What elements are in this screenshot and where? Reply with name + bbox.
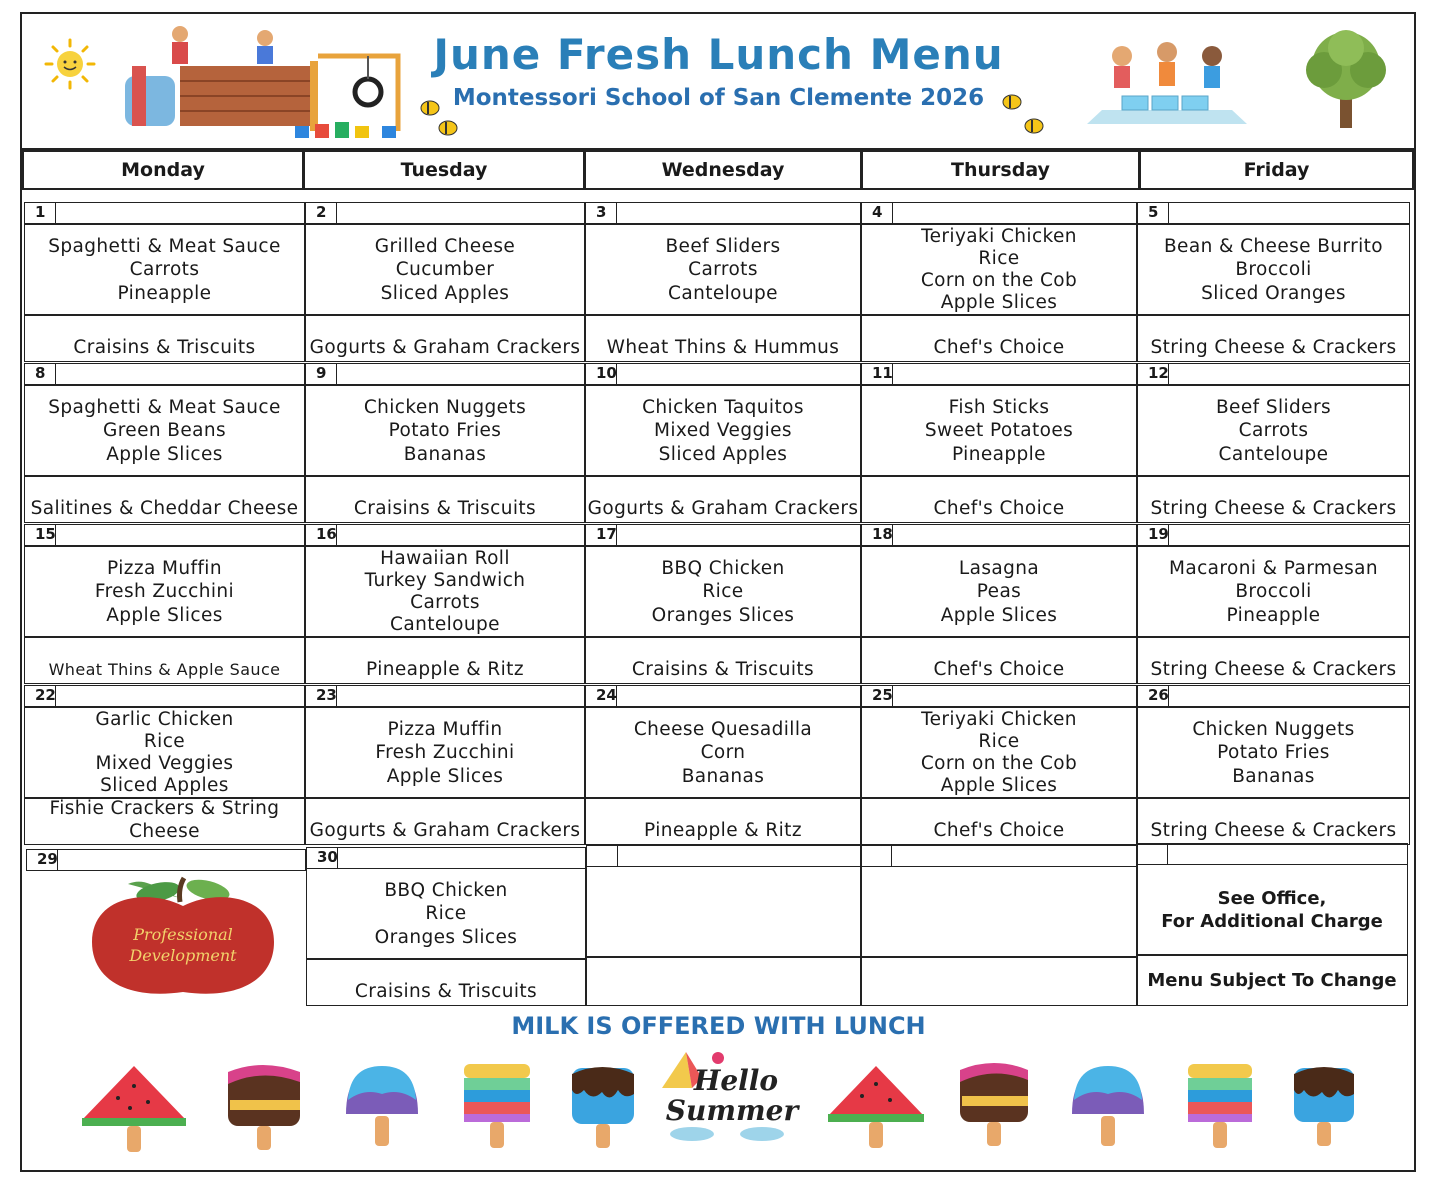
bee-icon	[416, 96, 462, 138]
snack-cell-tuesday	[305, 314, 585, 362]
day-header-thursday: Thursday	[861, 150, 1140, 190]
summer-text: Summer	[665, 1094, 799, 1127]
lunch-cell-monday	[24, 707, 305, 799]
office-note-line: For Additional Charge	[1161, 911, 1383, 932]
date-number: 1	[35, 203, 56, 223]
date-number: 25	[872, 686, 893, 704]
lunch-item: Hawaiian Roll	[380, 548, 510, 569]
date-cell	[585, 524, 861, 546]
lunch-item: Cheese Quesadilla	[633, 718, 813, 740]
lunch-item: Rice	[702, 581, 744, 603]
date-number: 12	[1148, 364, 1169, 382]
snack-text: Gogurts & Graham Crackers	[309, 820, 581, 841]
lunch-item: Canteloupe	[1218, 443, 1329, 465]
day-header-wednesday: Wednesday	[584, 150, 862, 190]
lunch-cell-tuesday	[305, 385, 585, 477]
date-number: 5	[1148, 203, 1169, 223]
snack-text: Pineapple & Ritz	[366, 659, 524, 680]
lunch-cell-monday	[24, 385, 305, 477]
snack-cell-friday	[1137, 636, 1410, 684]
milk-note: MILK IS OFFERED WITH LUNCH	[511, 1012, 926, 1040]
lunch-item: Pineapple	[952, 443, 1046, 465]
date-cell	[861, 202, 1137, 224]
badge-line-1: Professional	[133, 925, 233, 944]
lunch-cell-wednesday	[585, 546, 861, 638]
choco-dipped-popsicle-icon	[566, 1060, 640, 1156]
date-cell	[585, 685, 861, 707]
office-note-line: See Office,	[1217, 888, 1327, 909]
lunch-item: Carrots	[129, 259, 200, 281]
lunch-item: Peas	[976, 581, 1022, 603]
lunch-item: Sweet Potatoes	[924, 420, 1074, 442]
lunch-item: Sliced Apples	[100, 775, 229, 796]
date-cell	[861, 524, 1137, 546]
date-number: 26	[1148, 686, 1169, 704]
snack-cell-wednesday	[585, 314, 861, 362]
sun-icon	[42, 36, 98, 92]
menu-subtitle: Montessori School of San Clemente 2026	[452, 85, 985, 111]
blue-purple-popsicle-icon	[1066, 1060, 1150, 1154]
lunch-item: Garlic Chicken	[95, 709, 234, 730]
snack-text: Salitines & Cheddar Cheese	[30, 498, 299, 519]
lunch-item: Chicken Nuggets	[363, 396, 527, 418]
date-cell	[24, 524, 305, 546]
snack-text: Fishie Crackers & String Cheese	[49, 798, 280, 842]
date-cell	[305, 524, 585, 546]
date-cell	[306, 847, 586, 869]
date-number: 11	[872, 364, 893, 382]
lunch-item: Sliced Apples	[380, 282, 510, 304]
date-number: 3	[596, 203, 617, 223]
lunch-cell-tuesday	[305, 707, 585, 799]
snack-cell-wednesday	[585, 475, 861, 523]
date-cell-empty	[1136, 843, 1408, 865]
lunch-item: Canteloupe	[390, 614, 500, 635]
date-cell	[305, 363, 585, 385]
lunch-item: Teriyaki Chicken	[921, 709, 1077, 730]
lunch-cell-thursday	[861, 707, 1137, 799]
snack-text: String Cheese & Crackers	[1150, 659, 1397, 680]
snack-text: Chef's Choice	[933, 337, 1065, 358]
lunch-item: Apple Slices	[940, 292, 1058, 313]
office-note	[1136, 864, 1408, 956]
lunch-item: Rice	[978, 731, 1020, 752]
lunch-cell-thursday	[861, 385, 1137, 477]
lunch-item: Apple Slices	[386, 765, 504, 787]
date-number: 22	[35, 686, 56, 704]
lunch-cell	[306, 868, 586, 960]
day-header-tuesday: Tuesday	[303, 150, 585, 190]
date-cell	[861, 363, 1137, 385]
hello-text: Hello	[693, 1064, 779, 1097]
snack-text: String Cheese & Crackers	[1150, 820, 1397, 841]
lunch-item: Oranges Slices	[374, 926, 518, 948]
lunch-item: Pizza Muffin	[387, 718, 503, 740]
lunch-item: Rice	[143, 731, 186, 752]
date-cell	[305, 685, 585, 707]
date-number: 18	[872, 525, 893, 543]
snack-cell-monday	[24, 636, 305, 684]
lunch-item: Apple Slices	[106, 604, 223, 626]
lunch-cell-wednesday	[585, 707, 861, 799]
snack-cell-friday	[1137, 797, 1410, 845]
date-number: 8	[35, 364, 56, 384]
lunch-cell-tuesday	[305, 546, 585, 638]
lunch-item: Chicken Nuggets	[1192, 718, 1355, 740]
snack-cell-thursday	[861, 475, 1137, 523]
snack-text: Craisins & Triscuits	[354, 981, 538, 1002]
lunch-item: Bananas	[403, 443, 487, 465]
snack-cell-tuesday	[305, 797, 585, 845]
date-number: 24	[596, 686, 617, 704]
lunch-item: Fish Sticks	[948, 396, 1050, 418]
lunch-cell-thursday	[861, 224, 1137, 316]
lunch-item: Oranges Slices	[651, 604, 795, 626]
lunch-item: Rice	[425, 903, 467, 925]
lunch-item: Canteloupe	[668, 282, 778, 304]
snack-cell-friday	[1137, 475, 1410, 523]
watermelon-popsicle-icon	[824, 1062, 930, 1156]
date-cell	[26, 849, 306, 871]
snack-text: Chef's Choice	[933, 498, 1065, 519]
date-number: 30	[317, 848, 338, 866]
lunch-item: Sliced Oranges	[1201, 282, 1346, 304]
tree-icon	[1294, 26, 1398, 134]
lunch-item: Fresh Zucchini	[94, 581, 235, 603]
lunch-cell-monday	[24, 546, 305, 638]
snack-cell-thursday	[861, 797, 1137, 845]
date-cell	[585, 363, 861, 385]
date-cell	[24, 363, 305, 385]
apple-badge	[88, 876, 278, 1000]
lunch-item: Pineapple	[1226, 604, 1321, 626]
day-header-monday: Monday	[22, 150, 304, 190]
snack-text: Craisins & Triscuits	[353, 498, 537, 519]
lunch-item: Chicken Taquitos	[642, 396, 804, 418]
snack-cell-tuesday	[305, 636, 585, 684]
lunch-cell-friday	[1137, 707, 1410, 799]
empty-cell	[586, 956, 862, 1006]
lunch-item: Carrots	[1238, 420, 1309, 442]
lunch-item: Sliced Apples	[658, 443, 788, 465]
lunch-cell-tuesday	[305, 224, 585, 316]
snack-cell-monday	[24, 797, 305, 845]
lunch-item: Corn on the Cob	[920, 270, 1078, 291]
lunch-item: Grilled Cheese	[374, 235, 516, 257]
lunch-item: Bananas	[1232, 765, 1315, 787]
lunch-item: Green Beans	[102, 420, 227, 442]
snack-text: Pineapple & Ritz	[644, 820, 802, 841]
lunch-item: Bananas	[681, 765, 765, 787]
choco-dipped-popsicle-icon	[1288, 1060, 1360, 1154]
watermelon-popsicle-icon	[78, 1062, 190, 1158]
snack-text: Chef's Choice	[933, 820, 1065, 841]
lunch-item: Bean & Cheese Burrito	[1163, 235, 1384, 257]
lunch-cell-friday	[1137, 546, 1410, 638]
lunch-item: Mixed Veggies	[654, 420, 792, 442]
snack-cell-wednesday	[585, 636, 861, 684]
snack-text: Craisins & Triscuits	[73, 337, 256, 358]
lunch-item: Apple Slices	[940, 604, 1058, 626]
menu-title: June Fresh Lunch Menu	[433, 30, 1004, 79]
lunch-item: BBQ Chicken	[661, 557, 785, 579]
lunch-item: Turkey Sandwich	[364, 570, 526, 591]
lunch-item: Potato Fries	[1217, 742, 1330, 764]
snack-cell-monday	[24, 314, 305, 362]
date-number: 9	[316, 364, 337, 384]
snack-text: Wheat Thins & Apple Sauce	[48, 660, 281, 679]
empty-cell	[860, 866, 1138, 958]
rainbow-popsicle-icon	[1184, 1060, 1256, 1154]
date-cell	[585, 202, 861, 224]
lunch-item: Lasagna	[958, 557, 1040, 579]
date-number: 23	[316, 686, 337, 704]
chocolate-popsicle-icon	[222, 1064, 306, 1156]
lunch-cell-friday	[1137, 224, 1410, 316]
date-cell	[1137, 524, 1410, 546]
lunch-cell-wednesday	[585, 385, 861, 477]
date-cell	[1137, 685, 1410, 707]
bee-icon	[998, 92, 1050, 138]
date-cell	[861, 685, 1137, 707]
date-number: 15	[35, 525, 56, 543]
snack-cell-thursday	[861, 314, 1137, 362]
lunch-item: Broccoli	[1235, 259, 1312, 281]
date-cell	[305, 202, 585, 224]
snack-cell	[306, 958, 586, 1006]
snack-cell-thursday	[861, 636, 1137, 684]
lunch-item: Mixed Veggies	[95, 753, 234, 774]
lunch-item: Pineapple	[117, 282, 212, 304]
badge-line-2: Development	[129, 946, 237, 965]
date-number: 4	[872, 203, 893, 223]
snack-cell-tuesday	[305, 475, 585, 523]
playground-icon	[120, 26, 410, 140]
lunch-item: Teriyaki Chicken	[921, 226, 1077, 247]
hello-summer-badge	[652, 1048, 804, 1146]
date-number: 10	[596, 364, 617, 382]
lunch-cell-monday	[24, 224, 305, 316]
lunch-cell-wednesday	[585, 224, 861, 316]
lunch-item: Carrots	[688, 259, 758, 281]
lunch-item: Apple Slices	[106, 443, 223, 465]
lunch-item: Fresh Zucchini	[375, 742, 515, 764]
kids-hopscotch-icon	[1082, 40, 1252, 124]
lunch-item: Carrots	[410, 592, 480, 613]
empty-cell	[586, 866, 862, 958]
lunch-item: Beef Sliders	[665, 235, 781, 257]
day-header-friday: Friday	[1139, 150, 1414, 190]
snack-text: Gogurts & Graham Crackers	[309, 337, 581, 358]
date-cell-empty	[860, 845, 1138, 867]
date-number: 16	[316, 525, 337, 543]
snack-cell-wednesday	[585, 797, 861, 845]
snack-cell-monday	[24, 475, 305, 523]
lunch-cell-friday	[1137, 385, 1410, 477]
lunch-item: Apple Slices	[940, 775, 1058, 796]
chocolate-popsicle-icon	[954, 1062, 1034, 1152]
date-number: 17	[596, 525, 617, 543]
lunch-item: Cucumber	[395, 259, 495, 281]
lunch-item: Potato Fries	[388, 420, 502, 442]
date-cell	[24, 202, 305, 224]
lunch-item: Macaroni & Parmesan	[1168, 557, 1379, 579]
snack-text: String Cheese & Crackers	[1150, 337, 1397, 358]
date-number: 29	[37, 850, 58, 868]
lunch-item: BBQ Chicken	[384, 879, 508, 901]
date-cell	[24, 685, 305, 707]
lunch-item: Spaghetti & Meat Sauce	[48, 396, 281, 418]
lunch-item: Corn	[700, 742, 746, 764]
lunch-item: Pizza Muffin	[107, 557, 222, 579]
lunch-item: Rice	[978, 248, 1020, 269]
snack-text: Craisins & Triscuits	[631, 659, 815, 680]
snack-text: Gogurts & Graham Crackers	[587, 498, 859, 519]
lunch-item: Corn on the Cob	[920, 753, 1078, 774]
lunch-item: Broccoli	[1235, 581, 1312, 603]
snack-text: Chef's Choice	[933, 659, 1065, 680]
empty-cell	[860, 956, 1138, 1006]
rainbow-popsicle-icon	[460, 1060, 534, 1156]
menu-change-note: Menu Subject To Change	[1136, 954, 1408, 1006]
lunch-cell-thursday	[861, 546, 1137, 638]
lunch-item: Spaghetti & Meat Sauce	[48, 235, 281, 257]
date-cell	[1137, 363, 1410, 385]
date-cell	[1137, 202, 1410, 224]
date-number: 2	[316, 203, 337, 223]
lunch-item: Beef Sliders	[1215, 396, 1332, 418]
date-number: 19	[1148, 525, 1169, 543]
date-cell-empty	[586, 845, 862, 867]
snack-text: Wheat Thins & Hummus	[606, 337, 840, 358]
snack-text: String Cheese & Crackers	[1150, 498, 1397, 519]
snack-cell-friday	[1137, 314, 1410, 362]
blue-purple-popsicle-icon	[340, 1060, 424, 1156]
